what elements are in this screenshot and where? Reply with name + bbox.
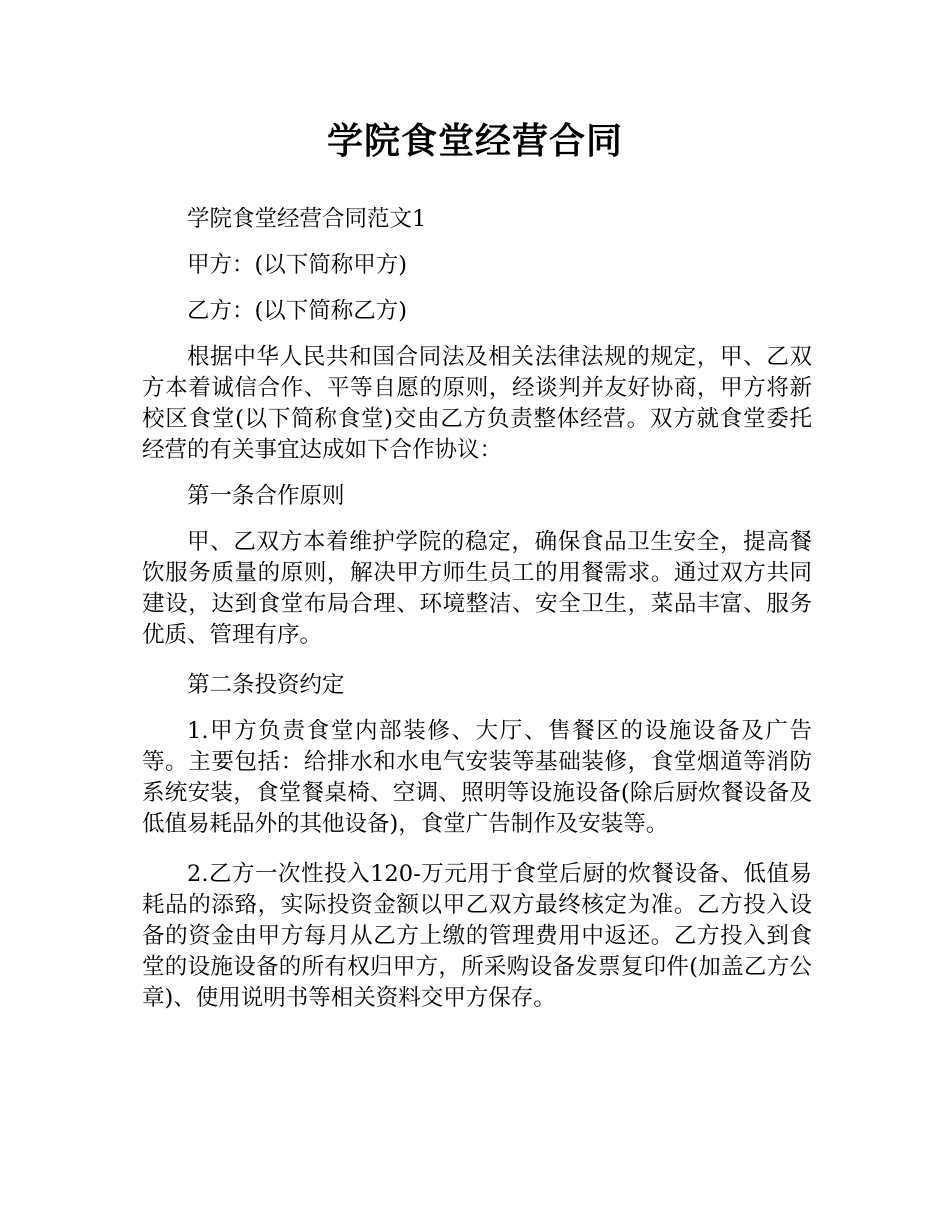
paragraph-cooperation-principle: 甲、乙双方本着维护学院的稳定，确保食品卫生安全，提高餐饮服务质量的原则，解决甲方师生员工的用餐需求。通过双方共同建设，达到食堂布局合理、环境整洁、安全卫生，菜品丰富、服务优质、管理有序。 — [142, 529, 812, 648]
document-title: 学院食堂经营合同 — [326, 121, 623, 162]
paragraph-subtitle: 学院食堂经营合同范文1 — [187, 206, 427, 232]
paragraph-investment-2: 2.乙方一次性投入120-万元用于食堂后厨的炊餐设备、低值易耗品的添臵，实际投资金额以甲乙双方最终核定为准。乙方投入设备的资金由甲方每月从乙方上缴的管理费用中返还。乙方投入到食堂的设施设备的所有权归甲方，所采购设备发票复印件(加盖乙方公章)、使用说明书等相关资料交甲方保存。 — [142, 861, 812, 1011]
document-body — [142, 204, 812, 1029]
paragraph-investment-1: 1.甲方负责食堂内部装修、大厅、售餐区的设施设备及广告等。主要包括：给排水和水电气安装等基础装修，食堂烟道等消防系统安装，食堂餐桌椅、空调、照明等设施设备(除后厨炊餐设备及低值易耗品外的其他设备)，食堂广告制作及安装等。 — [142, 718, 812, 837]
section-heading-1: 第一条合作原则 — [187, 483, 345, 509]
paragraph-party-a: 甲方：(以下简称甲方) — [187, 252, 408, 278]
section-heading-2: 第二条投资约定 — [187, 672, 345, 698]
paragraph-preamble: 根据中华人民共和国合同法及相关法律法规的规定，甲、乙双方本着诚信合作、平等自愿的原则，经谈判并友好协商，甲方将新校区食堂(以下简称食堂)交由乙方负责整体经营。双方就食堂委托经营的有关事宜达成如下合作协议： — [142, 344, 812, 463]
paragraph-party-b: 乙方：(以下简称乙方) — [187, 298, 408, 324]
